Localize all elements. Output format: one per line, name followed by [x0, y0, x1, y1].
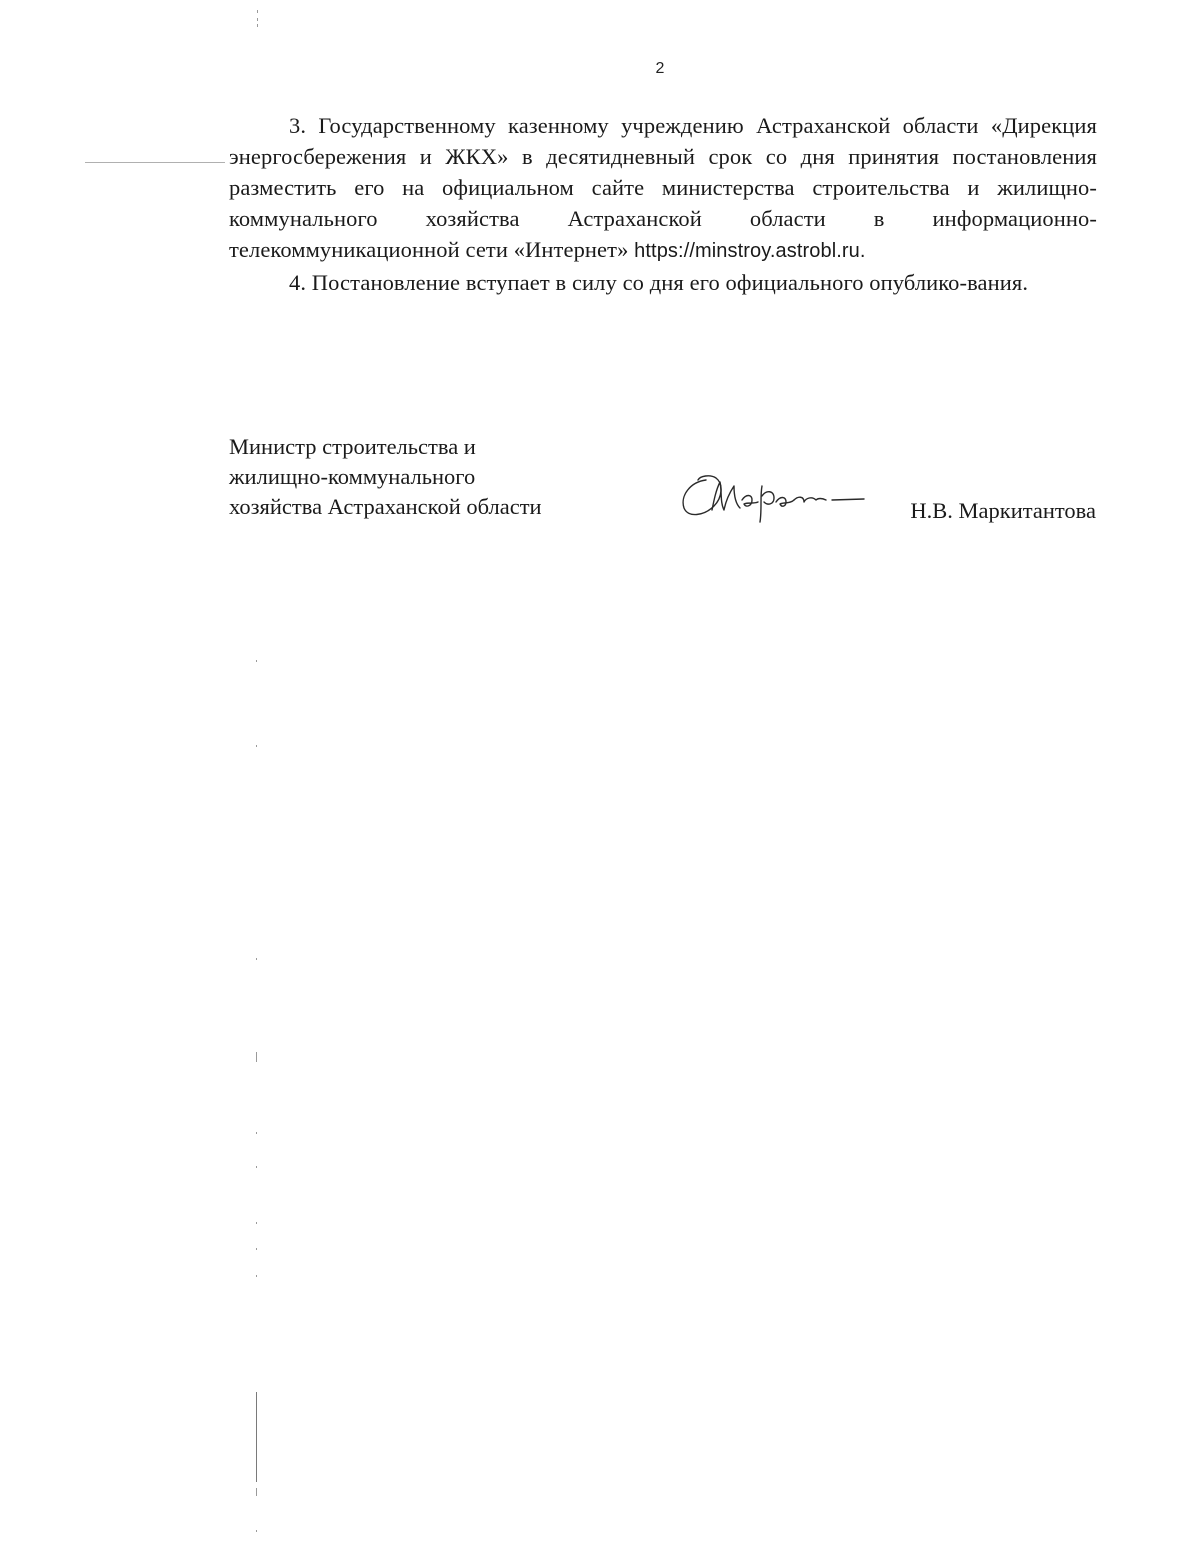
- scan-artifact: [257, 18, 258, 21]
- scan-artifact: [256, 958, 257, 960]
- scan-artifact: [256, 1248, 257, 1250]
- paragraph-4-text: 4. Постановление вступает в силу со дня его официального опублико-вания.: [289, 270, 1029, 295]
- paragraph-3-text: 3. Государственному казенному учреждению Астраханской области «Дирекция энергосбережения и ЖКХ» в десятидневный срок со дня принятия постановления разместить его на официальном сайте министерства строительства и жилищно-коммунального хозяйства Астраханской области в информационно-телекоммуникационной сети «Интернет»: [229, 113, 1097, 262]
- scan-artifact: [257, 10, 258, 13]
- signer-position: [229, 432, 649, 522]
- scan-artifact: [256, 1132, 257, 1134]
- signer-position-line: жилищно-коммунального: [229, 464, 476, 489]
- scan-artifact: [256, 1488, 257, 1496]
- scan-artifact: [256, 1052, 257, 1062]
- scan-artifact: [256, 1222, 257, 1224]
- website-url: https://minstroy.astrobl.ru.: [634, 240, 866, 262]
- scan-artifact: [256, 1392, 257, 1482]
- paragraph-3: [229, 110, 1097, 267]
- scan-artifact: [256, 1275, 257, 1277]
- page-number: 2: [655, 60, 665, 77]
- paragraph-4: [229, 267, 1097, 298]
- scan-artifact: [256, 660, 257, 662]
- signer-name: Н.В. Маркитантова: [910, 498, 1096, 523]
- scan-artifact: [256, 745, 257, 747]
- document-body: [229, 110, 1097, 298]
- scan-artifact: [257, 24, 258, 27]
- handwritten-signature: [676, 466, 872, 526]
- scan-artifact: [85, 162, 225, 163]
- signer-position-line: хозяйства Астраханской области: [229, 494, 542, 519]
- signer-position-line: Министр строительства и: [229, 434, 476, 459]
- scan-artifact: [256, 1166, 257, 1168]
- scan-artifact: [256, 1530, 257, 1532]
